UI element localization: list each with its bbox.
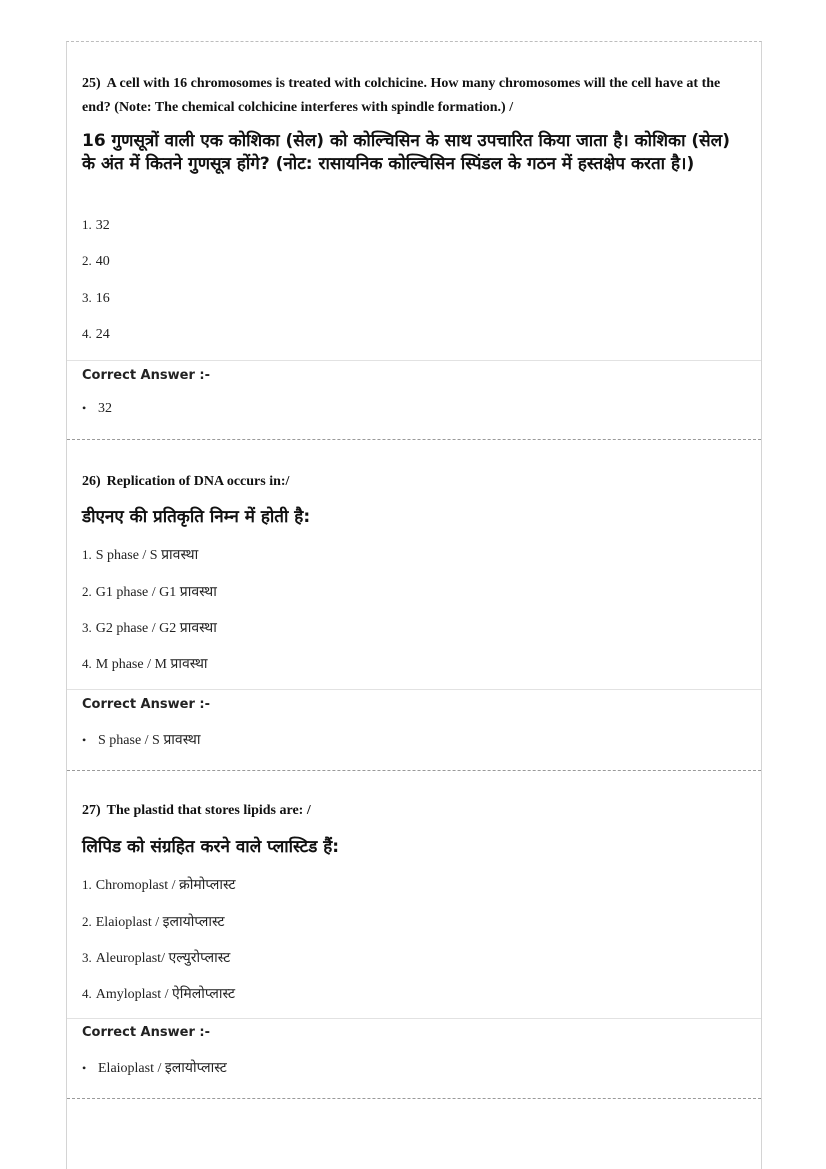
question-number: 25) xyxy=(82,76,101,91)
question-text: The plastid that stores lipids are: / xyxy=(106,803,311,818)
question-27-english xyxy=(82,799,742,823)
question-26-hindi: डीएनए की प्रतिकृति निम्न में होती है: xyxy=(82,507,311,527)
option-text: 24 xyxy=(95,327,110,342)
option-2 xyxy=(82,912,225,931)
question-separator xyxy=(67,1098,761,1099)
question-paper-frame xyxy=(66,41,762,1169)
option-number: 1. xyxy=(82,877,92,892)
divider xyxy=(67,689,761,690)
correct-answer-label: Correct Answer :- xyxy=(82,368,210,383)
option-text: Elaioplast / इलायोप्लास्ट xyxy=(95,915,225,930)
divider xyxy=(67,360,761,361)
bullet: • xyxy=(82,1061,87,1075)
correct-answer-label: Correct Answer :- xyxy=(82,697,210,712)
option-3 xyxy=(82,948,230,967)
option-1 xyxy=(82,545,198,564)
option-number: 4. xyxy=(82,656,92,671)
bullet: • xyxy=(82,733,87,747)
correct-answer xyxy=(82,401,112,417)
option-number: 2. xyxy=(82,914,92,929)
correct-answer xyxy=(82,1058,227,1077)
option-2 xyxy=(82,253,110,270)
question-number: 26) xyxy=(82,474,101,489)
question-text: Replication of DNA occurs in:/ xyxy=(106,474,290,489)
question-26-english xyxy=(82,470,742,494)
option-3 xyxy=(82,290,110,307)
option-text: S phase / S प्रावस्था xyxy=(95,548,199,563)
option-number: 4. xyxy=(82,326,92,341)
question-text: A cell with 16 chromosomes is treated with colchicine. How many chromosomes will the cell have at the end? (Note: The chemical colchicine interferes with spindle formation.) / xyxy=(82,76,721,115)
option-text: G2 phase / G2 प्रावस्था xyxy=(95,621,217,636)
option-text: 32 xyxy=(95,218,110,233)
option-text: M phase / M प्रावस्था xyxy=(95,657,208,672)
option-number: 1. xyxy=(82,217,92,232)
question-25-english xyxy=(82,72,742,120)
correct-answer-text: S phase / S प्रावस्था xyxy=(98,733,201,748)
option-text: 16 xyxy=(95,291,110,306)
option-text: Aleuroplast/ एल्युरोप्लास्ट xyxy=(95,951,231,966)
option-1 xyxy=(82,217,110,234)
option-4 xyxy=(82,326,110,343)
correct-answer-text: Elaioplast / इलायोप्लास्ट xyxy=(98,1061,227,1076)
option-4 xyxy=(82,654,208,673)
correct-answer-text: 32 xyxy=(98,401,112,416)
option-number: 2. xyxy=(82,253,92,268)
divider xyxy=(67,1018,761,1019)
option-number: 3. xyxy=(82,620,92,635)
question-number: 27) xyxy=(82,803,101,818)
correct-answer-label: Correct Answer :- xyxy=(82,1025,210,1040)
bullet: • xyxy=(82,401,87,415)
question-separator xyxy=(67,439,761,440)
correct-answer xyxy=(82,730,200,749)
option-3 xyxy=(82,618,217,637)
option-1 xyxy=(82,875,236,894)
option-number: 1. xyxy=(82,547,92,562)
question-separator xyxy=(67,770,761,771)
question-25-hindi: 16 गुणसूत्रों वाली एक कोशिका (सेल) को कोल्चिसिन के साथ उपचारित किया जाता है। कोशिका (सेल) के अंत में कितने गुणसूत्र होंगे? (नोट: रासायनिक कोल्चिसिन स्पिंडल के गठन में हस्तक्षेप करता है।) xyxy=(82,131,730,174)
option-text: Amyloplast / ऐमिलोप्लास्ट xyxy=(95,987,236,1002)
option-number: 4. xyxy=(82,986,92,1001)
option-4 xyxy=(82,984,235,1003)
option-2 xyxy=(82,582,217,601)
option-text: G1 phase / G1 प्रावस्था xyxy=(95,585,217,600)
question-27-hindi: लिपिड को संग्रहित करने वाले प्लास्टिड हैं: xyxy=(82,837,340,857)
option-text: 40 xyxy=(95,254,110,269)
option-number: 3. xyxy=(82,290,92,305)
option-number: 3. xyxy=(82,950,92,965)
option-number: 2. xyxy=(82,584,92,599)
option-text: Chromoplast / क्रोमोप्लास्ट xyxy=(95,878,236,893)
